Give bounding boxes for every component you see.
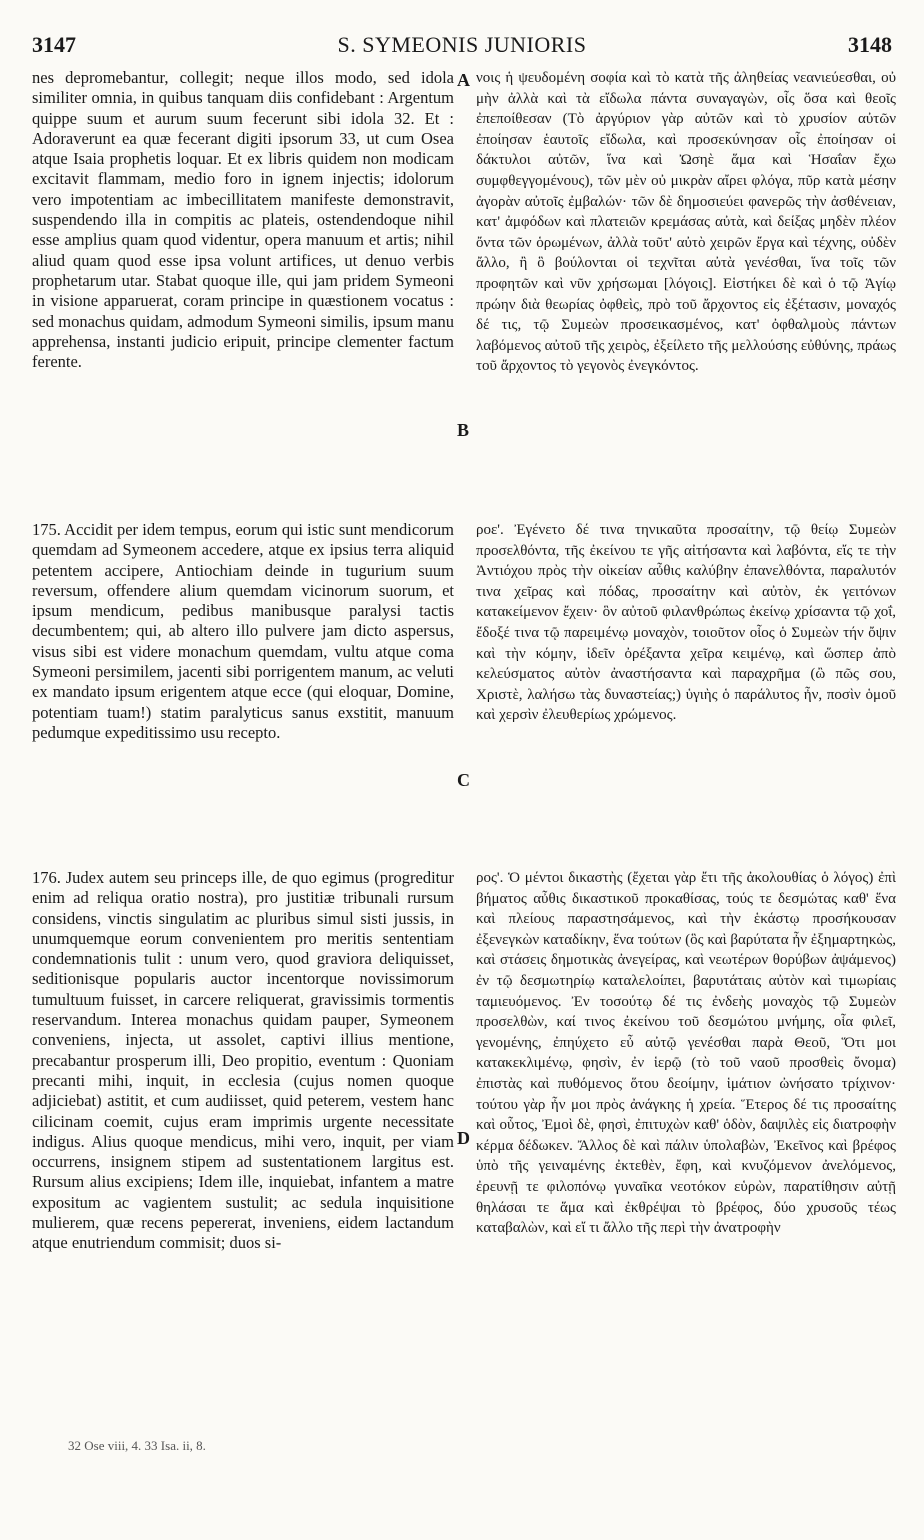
greek-paragraph-175: ροε'. Ἐγένετο δέ τινα τηνικαῦτα προσαίτην, τῷ θείῳ Συμεὼν προσελθόντα, τῆς ἐκείνου τε γῆς αἰτήσαντα καὶ λαβόντα, εἴς τε τὴν Ἀντιόχου πρὸς τὴν οἰκείαν αὖθις καλύβην ἐπανελθόντα, παραλυτόν τινα χεῖρας καὶ πόδας, προσαίτην καὶ αὐτὸν, ἐκ γειτόνων κατακείμενον ἔχειν· ὃν αὐτοῦ φιλανθρώπως ἐκείνῳ χρίσαντα τῷ χοΐ, ἔδοξέ τινα τῷ παρειμένῳ μοναχὸν, τοιοῦτον οἷος ὁ Συμεὼν τήν ὄψιν καὶ τὴν κόμην, ἰδεῖν ὀρέξαντα χεῖρα κειμένῳ, καὶ ὥσπερ ἀπὸ κελεύσματος αὐτὸν ἀναστήσαντα καὶ παραχρῆμα (ὢ πῶς σου, Χριστὲ, λαλήσω τὰς δυναστείας;) ὑγιὴς ὁ παράλυτος ἦν, ποσὶν ὁμοῦ καὶ χερσὶν ἐλευθερίως χρώμενος. [476,522,896,724]
page-number-right: 3148 [848,32,892,57]
margin-letter-d: D [457,1128,470,1148]
running-title: S. SYMEONIS JUNIORIS [337,32,587,57]
latin-paragraph-176: 176. Judex autem seu princeps ille, de quo egimus (progreditur enim ad reliqua oratio nostra), pro justitiæ tribunali rursum considens, vinctis singulatim ac pluribus simul sisti jussis, in unumquemque eorum convenientem pro meritis sententiam condemnationis tulit : unum vero, quod graviora deliquisset, seditionisque popularis auctor incentorque novissimorum tumultuum fuisset, in carcere reliquerat, gravissimis tormentis reservandum. Interea monachus quidam pauper, Symeonem conveniens, injecta, ut assolet, captivi illius mentione, precabantur prosperum illi, Deo propitio, eventum : Quoniam precanti mihi, inquit, in ecclesia (cujus nomen quoque adjiciebat) astitit, et cum audiisset, quid peterem, vestem hanc cilicinam coemit, cujus eram imprimis urgente necessitate indigus. Alius quoque mendicus, mihi vero, inquit, per viam occurrens, insignem stipem ad sustentationem largitus est. Rursum alius excipiens; Idem ille, inquiebat, infantem a matre expositum ac vagientem sustulit; ac sedula inquisitione mulierem, quæ recens pepererat, inveniens, eidem lactandum atque enutriendum commisit; duos si- [32,868,454,1253]
page-number-left: 3147 [32,32,76,57]
latin-paragraph-175: 175. Accidit per idem tempus, eorum qui istic sunt mendicorum quemdam ad Symeonem accedere, atque ex ipsius terra aliquid petentem accipere, Antiochiam deinde in tugurium suum reversum, offendere alium quemdam vicinorum suorum, et ipsum mendicum, pedibus manibusque paralysi tactis decumbentem; qui, ab altero illo pulvere jam dicto aspersus, visus sibi est videre monachum quemdam, vultu atque coma Symeoni persimilem, jacenti sibi porrigentem manum, ac veluti ex mandato ipsum erigentem atque ecce (qui eloquar, Domine, potentiam tuam!) statim paralyticus sanus exstitit, manuum pedumque expeditissimo usu recepto. [32,520,454,742]
page-header [32,32,892,62]
greek-paragraph-176: ρος'. Ὁ μέντοι δικαστὴς (ἔχεται γὰρ ἔτι τῆς ἀκολουθίας ὁ λόγος) ἐπὶ βήματος αὖθις δικαστικοῦ προκαθίσας, τούς τε δεσμώτας καθ' ἕνα καὶ πλείους παραστησάμενος, καὶ τὴν ἑκάστῳ προσήκουσαν ἐξενεγκὼν καταδίκην, ἕνα τούτων (ὃς καὶ βαρύτατα ἦν ἐξημαρτηκὼς, καὶ στάσεις δημοτικὰς ἀνεγείρας, καὶ νεωτέρων θορύβων ἀψάμενος) ἐν τῷ δεσμωτηρίῳ καταλελοίπει, βαρυτάταις αὐτὸν καὶ τιμωρίαις ταμιευόμενος. Ἐν τοσούτῳ δέ τις ἐνδεὴς μοναχὸς τῷ Συμεὼν προσελθὼν, καί τινος ἐκείνου τοῦ δεσμώτου μνήμης, οἷα φιλεῖ, γενομένης, ἐπηύχετο εὖ αὐτῷ γενέσθαι παρὰ Θεοῦ, Ὅτι μοι κατακεκλιμένῳ, φησὶν, ἐν ἱερῷ (τὸ τοῦ ναοῦ προσθεὶς ὄνομα) ἐπιστὰς καὶ πυθόμενος ὅτου δεοίμην, ἱμάτιον ὠνήσατο τρίχινον· τούτου γὰρ ἦν μοι πρὸς ἀνάγκης ἡ χρεία. Ἕτερος δέ τις προσαίτης καὶ οὗτος, Ἐμοὶ δὲ, φησὶ, ἐπιτυχὼν καθ' ὁδὸν, δαψιλὲς εἰς διατροφὴν κέρμα δέδωκεν. Ἄλλος δὲ καὶ πάλιν ὑπολαβὼν, Ἐκεῖνος καὶ βρέφος ὑπὸ τῆς γειναμένης ἐκτεθὲν, ἔφη, καὶ κνυζόμενον ἀνελόμενος, ἐρευνῇ τε φιλοπόνῳ γυναῖκα νεοτόκον εὑρὼν, παρατίθησιν αὐτῇ θηλάσαι τε ἅμα καὶ ἐκθρέψαι τὸ βρέφος, δύο χρυσοῦς τέως καταβαλὼν, καὶ εἴ τι ἄλλο τῆς περὶ τὴν ἀνατροφὴν [476,870,896,1237]
footnotes: 32 Ose viii, 4. 33 Isa. ii, 8. [68,1438,206,1453]
margin-letter-a: A [457,70,470,90]
margin-letter-c: C [457,770,470,790]
greek-paragraph-1: νοις ἡ ψευδομένη σοφία καὶ τὸ κατὰ τῆς ἀληθείας νεανιεύεσθαι, οὐ μὴν ἀλλὰ καὶ τὰ εἴδωλα πάντα συναγαγὼν, οἷς ὅσα καὶ θεοῖς ἐπεποίθεσαν (Τὸ ἀργύριον γὰρ αὐτῶν καὶ τὸ χρυσίον αὐτῶν ἐποίησαν ἑαυτοῖς εἴδωλα, καὶ προσεκύνησαν οἷς ἐποίησαν οἱ δάκτυλοι αὐτῶν, ἵνα καὶ Ὠσηὲ ἅμα καὶ Ἡσαΐαν ἔχω συμφθεγγομένους), τῶν μὲν οὐ μικρὰν αἴρει φλόγα, πῦρ κατὰ μέσην ἀγορὰν αὐτοῖς ἐμβαλών· τῶν δὲ δημοσιεύει φανερῶς τὴν ἀσθένειαν, κατ' ἀμφόδων καὶ πλατειῶν κρεμάσας αὐτὰ, καὶ δείξας μηδὲν πλέον ὄντα τῶν ὁρωμένων, ἀλλὰ τοῦτ' αὐτὸ χειρῶν ἔργα καὶ τέχνης, οὐδὲν ἄλλο, ἢ ὃ βούλονται οἱ τεχνῖται αὐτὰ γενέσθαι, ἵνα τοῖς τῶν προφητῶν καὶ νῦν χρήσωμαι [λόγοις]. Εἱστήκει δὲ καὶ ὁ τῷ Ἁγίῳ πρώην διὰ θεωρίας ὀφθεὶς, πρὸ τοῦ ἄρχοντος εἰς ἐξέτασιν, μοναχός δέ τις, τῷ Συμεὼν προσεικασμένος, κατ' ὀφθαλμοὺς πάντων λαβόμενος αὐτοῦ τῆς χειρὸς, ἐξείλετο τῆς μελλούσης εὐθύνης, πράως τοῦ ἄρχοντος τὸ γεγονὸς ἐνεγκόντος. [476,70,896,375]
margin-letter-b: B [457,420,470,440]
latin-paragraph-1: nes depromebantur, collegit; neque illos modo, sed idola similiter omnia, in quibus tanquam diis confidebant : Argentum quippe suum et aurum suum fecerunt sibi idola 32. Et : Adoraverunt ea quæ fecerant digiti ipsorum 33, ut cum Osea atque Isaia prophetis loquar. Et ex libris quidem non modicam excitavit flammam, medio foro in ignem injectis; idolorum vero impotentiam ac imbecillitatem manifeste demonstravit, suspendendo illa in compitis ac plateis, ostendendoque nihil esse amplius quam quod videntur, opera manuum et artis; nihil aliud quam quod esse ipsa volunt artifices, ut denuo verbis prophetarum utar. Stabat quoque ille, qui jam pridem Symeoni in visione apparuerat, coram principe in quæstionem vocatus : sed monachus quidam, admodum Symeoni similis, ipsum manu apprehensa, instanti judicio eripuit, principe clementer factum ferente. [32,68,454,372]
